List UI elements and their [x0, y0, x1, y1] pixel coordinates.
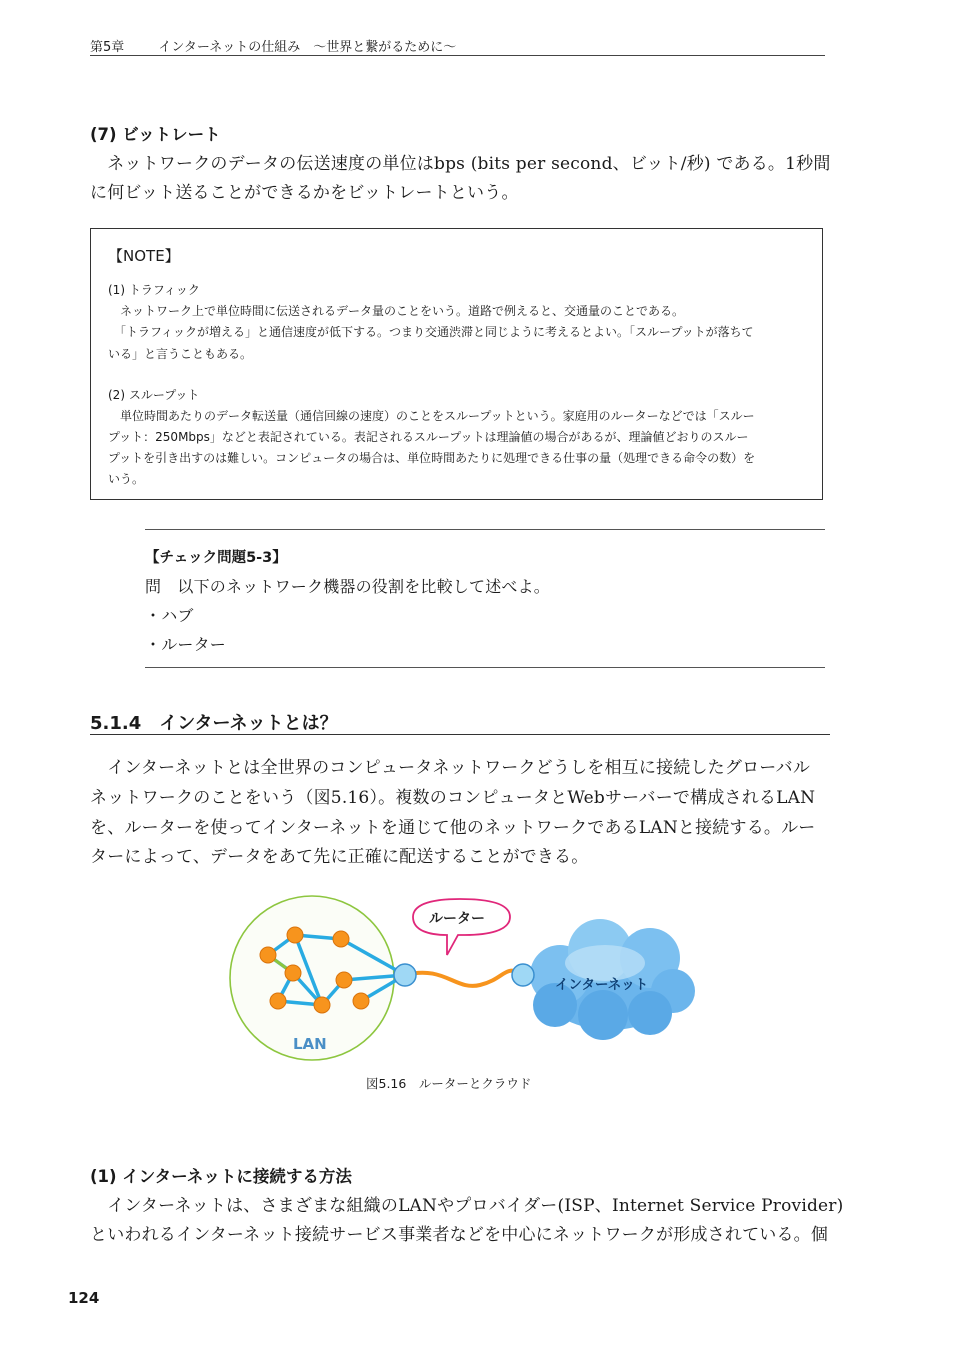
- chapter-title: インターネットの仕組み 〜世界と繋がるために〜: [158, 40, 457, 55]
- section-line: ターによって、データをあて先に正確に配送することができる。: [90, 847, 589, 867]
- connect-line: といわれるインターネット接続サービス事業者などを中心にネットワークが形成されている。個: [90, 1225, 829, 1245]
- note-item1-line: ネットワーク上で単位時間に伝送されるデータ量のことをいう。道路で例えると、交通量のことである。: [108, 304, 685, 318]
- header-rule: [90, 55, 825, 56]
- note-item1-line: 「トラフィックが増える」と通信速度が低下する。つまり交通渋滞と同じように考えるとよい。「スループットが落ちて: [108, 325, 754, 339]
- computer-node: [353, 993, 369, 1009]
- lan-label: LAN: [293, 1035, 327, 1053]
- computer-node: [285, 965, 301, 981]
- note-item1-line: いる」と言うこともある。: [108, 347, 253, 361]
- computer-node: [287, 927, 303, 943]
- note-item1-heading: (1) トラフィック: [108, 283, 200, 297]
- computer-node: [270, 993, 286, 1009]
- bitrate-heading: (7) ビットレート: [90, 125, 221, 144]
- router-node: [512, 964, 534, 986]
- section-line: インターネットとは全世界のコンピュータネットワークどうしを相互に接続したグローバル: [90, 758, 811, 778]
- check-title: 【チェック問題5-3】: [145, 550, 287, 566]
- check-question: 問 以下のネットワーク機器の役割を比較して述べよ。: [145, 577, 551, 596]
- note-item2-line: プットを引き出すのは難しい。コンピュータの場合は、単位時間あたりに処理できる仕事の量（処理できる命令の数）を: [108, 451, 756, 465]
- computer-node: [333, 931, 349, 947]
- check-top-rule: [145, 529, 825, 530]
- router-speech-bubble: [413, 899, 510, 955]
- computer-node: [260, 947, 276, 963]
- connect-line: インターネットは、さまざまな組織のLANやプロバイダー(ISP、Internet Service Provider): [90, 1196, 844, 1216]
- computer-node: [314, 997, 330, 1013]
- figure-caption: 図5.16 ルーターとクラウド: [366, 1076, 532, 1091]
- cable-line: [405, 971, 523, 986]
- note-item2-line: プット：250Mbps」などと表記されている。表記されるスループットは理論値の場合があるが、理論値どおりのスルー: [108, 430, 749, 444]
- note-item2-heading: (2) スループット: [108, 388, 200, 402]
- note-title: 【NOTE】: [108, 247, 180, 265]
- internet-label: インターネット: [555, 977, 649, 993]
- section-line: を、ルーターを使ってインターネットを通じて他のネットワークであるLANと接続する。ルー: [90, 818, 816, 838]
- section-line: ネットワークのことをいう（図5.16）。複数のコンピュータとWebサーバーで構成されるLAN: [90, 788, 816, 808]
- bitrate-line-2: に何ビット送ることができるかをビットレートという。: [90, 183, 519, 203]
- router-node: [394, 964, 416, 986]
- router-label: ルーター: [429, 911, 485, 927]
- check-bottom-rule: [145, 667, 825, 668]
- page-number: 124: [68, 1289, 100, 1307]
- note-item2-line: いう。: [108, 472, 145, 486]
- check-item: ・ルーター: [145, 635, 227, 654]
- chapter-number: 第5章: [90, 40, 125, 55]
- section-heading-rule: [90, 734, 830, 735]
- router-cloud-figure: [225, 893, 695, 1063]
- section-heading: 5.1.4 インターネットとは？: [90, 713, 338, 734]
- check-item: ・ハブ: [145, 606, 194, 625]
- note-item2-line: 単位時間あたりのデータ転送量（通信回線の速度）のことをスループットという。家庭用のルーターなどでは「スルー: [108, 409, 755, 423]
- computer-node: [336, 972, 352, 988]
- running-header: [90, 36, 456, 55]
- bitrate-line-1: ネットワークのデータの伝送速度の単位はbps (bits per second、ビット/秒) である。1秒間: [90, 154, 831, 174]
- connect-heading: (1) インターネットに接続する方法: [90, 1167, 352, 1186]
